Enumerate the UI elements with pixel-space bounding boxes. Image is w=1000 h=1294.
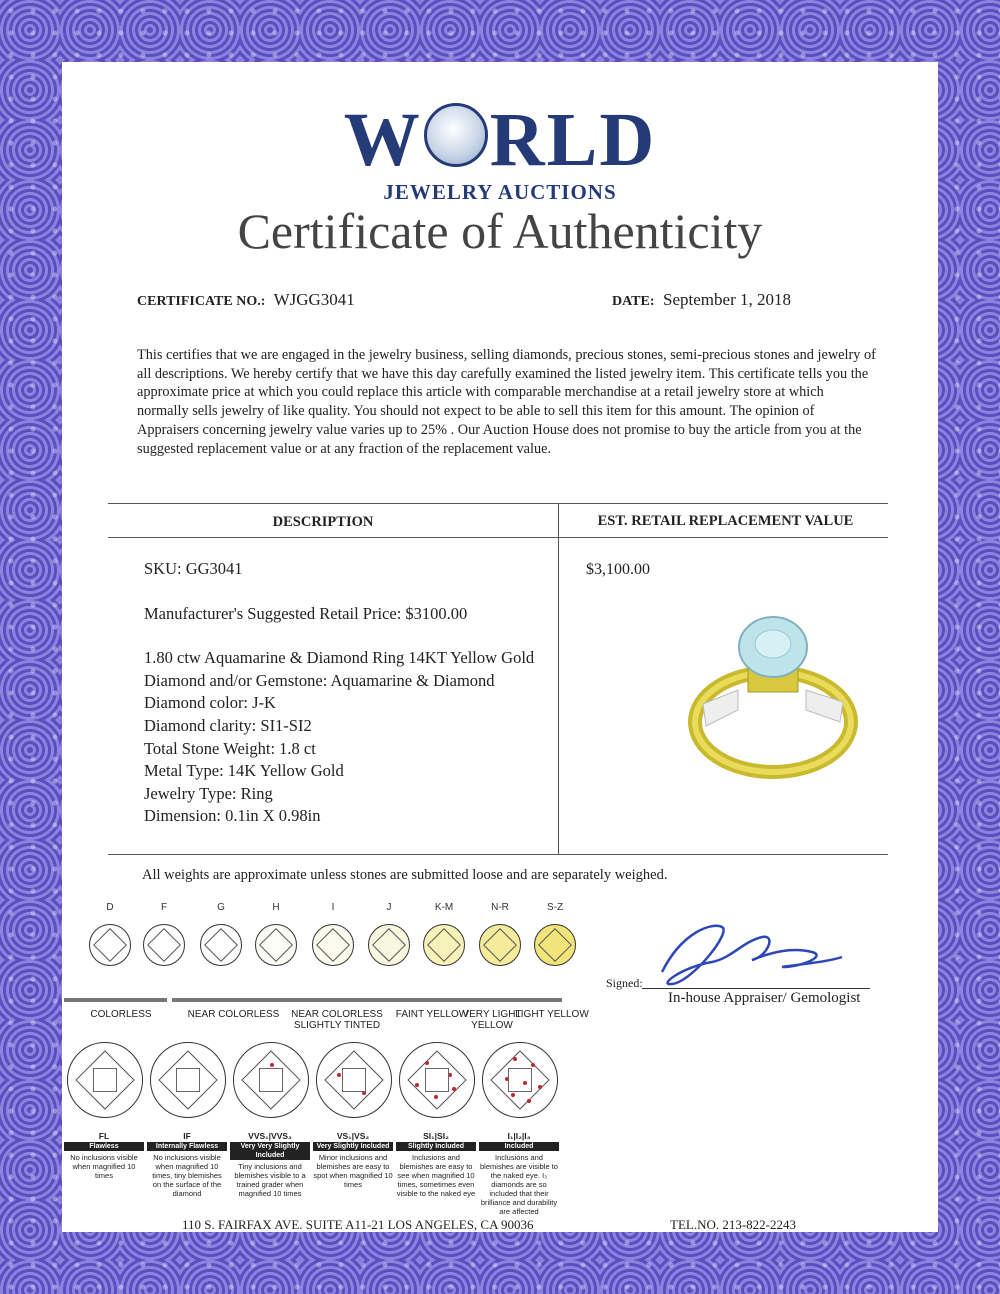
- clarity-name: Internally Flawless: [147, 1142, 227, 1151]
- inclusion-mark: [513, 1057, 517, 1061]
- color-grade-diamond-icon: [200, 924, 242, 966]
- certification-statement: This certifies that we are engaged in the jewelry business, selling diamonds, precious stones, semi-precious stones and jewelry of all descriptions. We hereby certify that we have this day carefully examined the listed jewelry item. This certificate tells you the approximate price at which you could replace this article with comparable merchandise at a retail jewelry store at which normally sells jewelry of like quality. You should not expect to be able to sell this item for this amount. The opinion of Appraisers concerning jewelry value varies up to 25% . Our Auction House does not promise to buy the article from you at the suggested replacement value or at any fraction of the replacement value.: [137, 347, 876, 457]
- inclusion-mark: [362, 1091, 366, 1095]
- clarity-description: Inclusions and blemishes are visible to the naked eye. I₃ diamonds are so included that their brilliance and durability are affected: [480, 1153, 558, 1216]
- color-group-bracket: [287, 998, 397, 1002]
- color-group-label: FAINT YELLOW: [395, 1009, 469, 1020]
- inclusion-mark: [448, 1073, 452, 1077]
- color-grade-diamond-icon: [89, 924, 131, 966]
- logo: [62, 98, 938, 205]
- diamond-logo-icon: [424, 103, 488, 167]
- color-grade-label: S-Z: [546, 902, 564, 913]
- inclusion-mark: [531, 1063, 535, 1067]
- color-group-bracket: [507, 998, 562, 1002]
- clarity-name: Flawless: [64, 1142, 144, 1151]
- color-group-bracket: [64, 998, 167, 1002]
- inclusion-mark: [425, 1061, 429, 1065]
- color-group-bracket: [172, 998, 287, 1002]
- weights-note: All weights are approximate unless stones are submitted loose and are separately weighed.: [142, 867, 668, 883]
- diamond-grading-chart: [70, 900, 622, 1216]
- description-line: Diamond and/or Gemstone: Aquamarine & Diamond: [144, 670, 495, 690]
- description-line: Dimension: 0.1in X 0.98in: [144, 806, 321, 826]
- footer-phone: TEL.NO. 213-822-2243: [670, 1217, 797, 1232]
- clarity-name: Very Very Slightly Included: [230, 1142, 310, 1160]
- certificate-number-value: WJGG3041: [273, 290, 355, 309]
- color-grade-label: K-M: [434, 902, 454, 913]
- description-line: Diamond color: J-K: [144, 693, 276, 713]
- inclusion-mark: [337, 1073, 341, 1077]
- certificate-date: [612, 290, 791, 310]
- sku: SKU: GG3041: [144, 559, 243, 578]
- clarity-name: Included: [479, 1142, 559, 1151]
- clarity-grade: [479, 1132, 559, 1216]
- color-grade-diamond-icon: [255, 924, 297, 966]
- clarity-name: Very Slightly Included: [313, 1142, 393, 1151]
- logo-wordmark: W RLD: [343, 98, 657, 182]
- clarity-description: Minor inclusions and blemishes are easy to spot when magnified 10 times: [313, 1153, 393, 1189]
- clarity-grade: [147, 1132, 227, 1198]
- item-description: [144, 558, 534, 828]
- inclusion-mark: [452, 1087, 456, 1091]
- description-line: 1.80 ctw Aquamarine & Diamond Ring 14KT Yellow Gold: [144, 648, 535, 668]
- clarity-diamond-icon: [316, 1042, 392, 1118]
- color-grade-diamond-icon: [534, 924, 576, 966]
- color-group-bracket: [452, 998, 507, 1002]
- color-grade-diamond-icon: [479, 924, 521, 966]
- description-line: Total Stone Weight: 1.8 ct: [144, 738, 316, 758]
- table-divider: [558, 504, 559, 854]
- signed-label: Signed:: [606, 976, 643, 990]
- certificate-number-label: CERTIFICATE NO.:: [137, 294, 266, 309]
- color-group-label: VERY LIGHT YELLOW: [462, 1009, 522, 1031]
- clarity-code: VVS₁|VVS₂: [248, 1131, 292, 1141]
- color-group-label: LIGHT YELLOW: [515, 1009, 589, 1020]
- clarity-diamond-icon: [150, 1042, 226, 1118]
- logo-subtitle: JEWELRY AUCTIONS: [383, 180, 617, 204]
- inclusion-mark: [523, 1081, 527, 1085]
- clarity-diamond-icon: [482, 1042, 558, 1118]
- description-line: Diamond clarity: SI1-SI2: [144, 715, 312, 735]
- color-grade-label: J: [386, 902, 392, 913]
- color-grade-label: D: [106, 902, 114, 913]
- value-header: EST. RETAIL REPLACEMENT VALUE: [597, 513, 854, 529]
- clarity-diamond-icon: [233, 1042, 309, 1118]
- color-group-label: COLORLESS: [90, 1009, 152, 1020]
- color-grade-diamond-icon: [423, 924, 465, 966]
- inclusion-mark: [505, 1077, 509, 1081]
- color-grade-label: H: [272, 902, 280, 913]
- certificate-number: [137, 290, 355, 310]
- description-line: Jewelry Type: Ring: [144, 783, 273, 803]
- color-grade-diamond-icon: [143, 924, 185, 966]
- inclusion-mark: [415, 1083, 419, 1087]
- color-group-label: NEAR COLORLESS: [187, 1009, 280, 1020]
- clarity-diamond-icon: [67, 1042, 143, 1118]
- color-grade-label: G: [217, 902, 225, 913]
- table-header-rule: [108, 537, 888, 538]
- clarity-description: Inclusions and blemishes are easy to see when magnified 10 times, sometimes even visible to the naked eye: [396, 1153, 476, 1198]
- color-grade-label: I: [331, 902, 335, 913]
- clarity-diamond-icon: [399, 1042, 475, 1118]
- clarity-description: Tiny inclusions and blemishes visible to a trained grader when magnified 10 times: [234, 1162, 306, 1198]
- clarity-code: I₁|I₂|I₃: [507, 1131, 531, 1141]
- footer-address: 110 S. FAIRFAX AVE. SUITE A11-21 LOS ANGELES, CA 90036: [182, 1217, 534, 1232]
- clarity-grade: [64, 1132, 144, 1180]
- clarity-grade: [230, 1132, 310, 1198]
- clarity-code: SI₁|SI₂: [423, 1131, 449, 1141]
- signature: [652, 912, 852, 992]
- color-grade-label: F: [160, 902, 168, 913]
- inclusion-mark: [538, 1085, 542, 1089]
- inclusion-mark: [527, 1099, 531, 1103]
- color-group-bracket: [397, 998, 452, 1002]
- signature-line: [642, 988, 870, 989]
- inclusion-mark: [270, 1063, 274, 1067]
- clarity-name: Slightly Included: [396, 1142, 476, 1151]
- date-value: September 1, 2018: [663, 290, 791, 309]
- description-line: Metal Type: 14K Yellow Gold: [144, 761, 344, 781]
- clarity-grade: [313, 1132, 393, 1189]
- clarity-description: No inclusions visible when magnified 10 times: [70, 1153, 138, 1180]
- replacement-value: $3,100.00: [586, 561, 650, 578]
- color-grade-label: N-R: [491, 902, 509, 913]
- color-group-label: NEAR COLORLESS SLIGHTLY TINTED: [291, 1009, 383, 1031]
- color-grade-diamond-icon: [312, 924, 354, 966]
- inclusion-mark: [511, 1093, 515, 1097]
- msrp: Manufacturer's Suggested Retail Price: $3100.00: [144, 603, 468, 623]
- inclusion-mark: [434, 1095, 438, 1099]
- description-header: DESCRIPTION: [272, 514, 374, 530]
- clarity-grade: [396, 1132, 476, 1198]
- clarity-code: IF: [183, 1131, 191, 1141]
- appraiser-title: In-house Appraiser/ Gemologist: [668, 990, 861, 1006]
- clarity-code: FL: [98, 1131, 110, 1141]
- item-table: [108, 503, 888, 855]
- clarity-description: No inclusions visible when magnified 10 times, tiny blemishes on the surface of the diamond: [152, 1153, 222, 1198]
- ring-image: [678, 592, 878, 792]
- page-title: Certificate of Authenticity: [237, 203, 763, 259]
- date-label: DATE:: [612, 294, 655, 309]
- certificate-paper: [62, 62, 938, 1232]
- color-grade-diamond-icon: [368, 924, 410, 966]
- clarity-code: VS₁|VS₂: [336, 1131, 370, 1141]
